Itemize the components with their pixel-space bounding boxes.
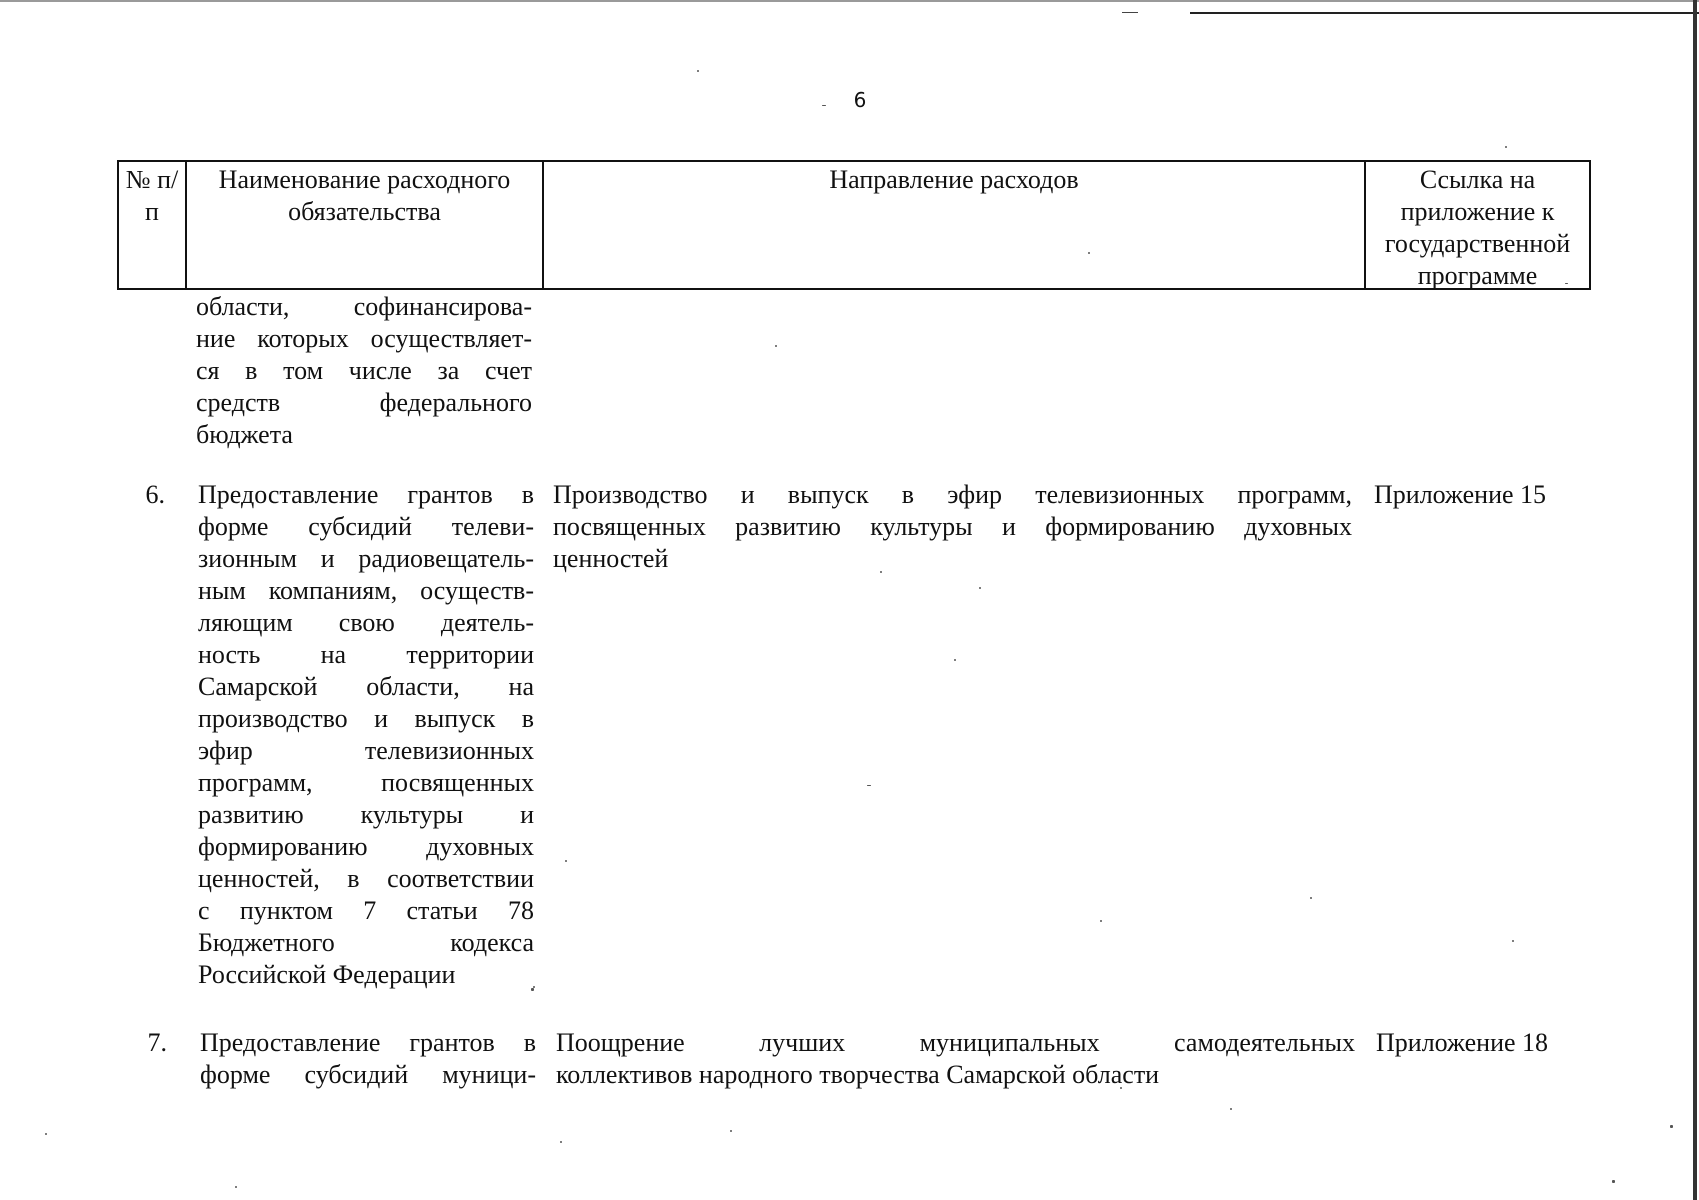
scan-edge-top-right: [1190, 12, 1699, 14]
scan-speck: [697, 70, 699, 72]
scan-speck: [867, 785, 871, 786]
text-line: Самарской области, на: [198, 672, 534, 701]
text-line: производство и выпуск в: [198, 704, 534, 733]
text-line: области, софинансирова-: [196, 292, 532, 321]
scan-speck: [1505, 146, 1507, 148]
row-number: 6.: [145, 480, 165, 509]
scan-edge-right: [1693, 0, 1697, 1200]
scan-speck: [1670, 1125, 1673, 1128]
text-line: Поощрение лучших муниципальных самодеятельных: [556, 1028, 1355, 1057]
scan-speck: [730, 1130, 732, 1132]
text-line: Предоставление грантов в: [200, 1028, 536, 1057]
scan-edge-top: [0, 0, 1699, 2]
text-line: форме субсидий телеви-: [198, 512, 534, 541]
text-line: с пунктом 7 статьи 78: [198, 896, 534, 925]
direction-cell: [556, 1027, 1355, 1091]
scan-speck: [1612, 1180, 1615, 1183]
scan-speck: [45, 1133, 47, 1135]
text-line: средств федерального: [196, 388, 532, 417]
header-name: Наименование расходного обязательства: [187, 162, 544, 288]
text-line: эфир телевизионных: [198, 736, 534, 765]
header-num: № п/п: [119, 162, 187, 288]
page-number: 6: [853, 88, 867, 112]
text-line: ние которых осуществляет-: [196, 324, 532, 353]
scan-speck: [822, 105, 826, 106]
text-line: формированию духовных: [198, 832, 534, 861]
text-line: Производство и выпуск в эфир телевизионных программ,: [553, 480, 1352, 509]
scan-speck: [1310, 897, 1312, 899]
text-line: посвященных развитию культуры и формированию духовных: [553, 512, 1352, 541]
reference-cell: Приложение 15: [1374, 480, 1547, 509]
scan-speck: [1230, 1108, 1232, 1110]
scan-speck: [979, 587, 981, 589]
scan-speck: [560, 1141, 562, 1143]
text-line: ценностей: [553, 544, 669, 573]
scan-speck: [235, 1186, 237, 1188]
text-line: ность на территории: [198, 640, 534, 669]
text-line: ся в том числе за счет: [196, 356, 532, 385]
text-line: Бюджетного кодекса: [198, 928, 534, 957]
scan-speck: [775, 345, 777, 347]
scan-speck: [954, 659, 956, 661]
direction-cell: [553, 479, 1352, 575]
name-cell: [196, 291, 532, 451]
header-direction: Направление расходов: [544, 162, 1366, 288]
text-line: развитию культуры и: [198, 800, 534, 829]
text-line: бюджета: [196, 420, 293, 449]
text-line: ценностей, в соответствии: [198, 864, 534, 893]
text-line: ным компаниям, осуществ-: [198, 576, 534, 605]
text-line: программ, посвященных: [198, 768, 534, 797]
name-cell: [200, 1027, 536, 1091]
row-number: 7.: [147, 1028, 167, 1057]
name-cell: [198, 479, 534, 991]
header-reference: Ссылка на приложение к государственной программе: [1384, 165, 1571, 290]
text-line: форме субсидий муници-: [200, 1060, 536, 1089]
text-line: ляющим свою деятель-: [198, 608, 534, 637]
text-line: Российской Федерации: [198, 960, 456, 989]
table-header: [117, 160, 1591, 290]
text-line: Предоставление грантов в: [198, 480, 534, 509]
scan-speck: [1100, 920, 1102, 922]
text-line: зионным и радиовещатель-: [198, 544, 534, 573]
text-line: коллективов народного творчества Самарской области: [556, 1060, 1160, 1089]
reference-cell: Приложение 18: [1376, 1028, 1549, 1057]
scan-speck: [565, 860, 567, 862]
scan-mark: [1122, 12, 1138, 13]
scan-speck: [1512, 940, 1514, 942]
